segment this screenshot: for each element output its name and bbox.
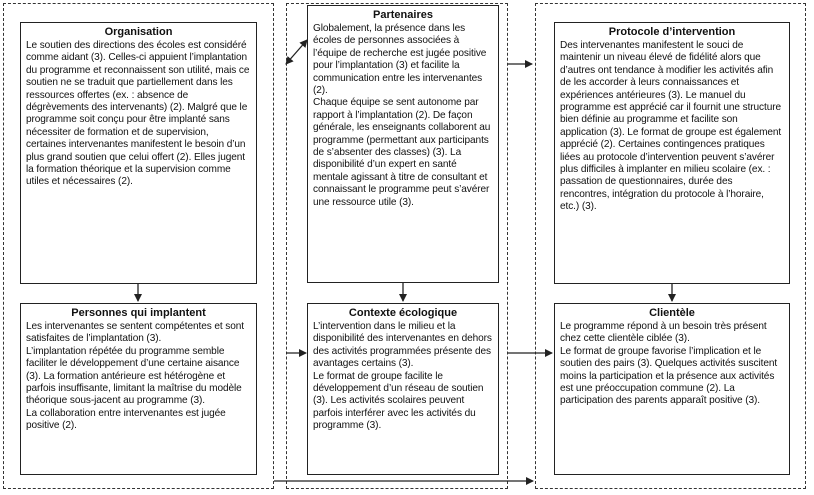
box-partenaires-text-2: Chaque équipe se sent autonome par rapport à l’implantation (2). De façon générale, les enseignants collaborent au programme (permettant aux participants de s’absenter des classes) (3). La disponibilité d’un expert en santé mentale agissant à titre de consultant et connaissant le programme peut s’avérer une ressource utile (3). bbox=[313, 97, 491, 208]
box-clientele-title: Clientèle bbox=[649, 307, 695, 319]
box-organisation-text: Le soutien des directions des écoles est considéré comme aidant (3). Celles-ci appuient l’implantation du programme et reconnaissent son utilité, mais ce soutien ne se traduit que partiellement dans les ressources offertes (ex. : absence de dégrèvements des intervenants) (2). Malgré que le programme soit conçu pour être implanté sans nécessiter de formation et de supervision, certaines intervenantes manifestent le besoin d’un plus grand soutien que celui offert (2). Elles jugent la formation théorique et la supervision comme utiles et nécessaires (2). bbox=[26, 40, 250, 188]
box-personnes-title: Personnes qui implantent bbox=[71, 307, 206, 319]
box-partenaires-title: Partenaires bbox=[373, 9, 433, 21]
box-clientele-text-2: Le format de groupe favorise l’implication et le soutien des pairs (3). Quelques activités suscitent moins la participation et la présence aux activités est une préoccupation commune (2). La participation des parents apparaît positive (3). bbox=[560, 345, 778, 407]
box-protocole-title: Protocole d’intervention bbox=[608, 26, 736, 38]
box-contexte-title: Contexte écologique bbox=[348, 307, 458, 319]
box-organisation-title: Organisation bbox=[104, 26, 173, 38]
box-personnes-text-1: Les intervenantes se sentent compétentes et sont satisfaites de l’implantation (3). bbox=[26, 321, 244, 345]
box-contexte-text-1: L’intervention dans le milieu et la disponibilité des intervenantes en dehors des activités programmées présente des avantages certains (3). bbox=[313, 321, 492, 370]
box-contexte-text-2: Le format de groupe facilite le développement d’un réseau de soutien (3). Les activités scolaires peuvent parfois interférer avec les activités du programme (3). bbox=[313, 370, 484, 432]
arrow-organisation-partenaires bbox=[286, 40, 307, 64]
box-partenaires-text-1: Globalement, la présence dans les écoles de personnes associées à l’équipe de recherche est jugée positive pour l’implantation (3) et facilite la communication entre les intervenantes (2). bbox=[313, 23, 487, 97]
box-personnes-text-2: L’implantation répétée du programme semble faciliter le développement d’une certaine aisance (3). La formation antérieure est hétérogène et parfois insuffisante, limitant la maîtrise du modèle théorique sous-jacent au programme (3). bbox=[26, 345, 242, 407]
box-protocole-text: Des intervenantes manifestent le souci de maintenir un niveau élevé de fidélité alors que d’autres ont tendance à modifier les activités afin de les accorder à leurs connaissances et expériences antérieures (3). Le manuel du programme est apprécié car il fournit une structure bien définie au programme et facilite son application (3). Le format de groupe est également apprécié (2). Certaines contingences pratiques liées au protocole d’intervention peuvent s’avérer plus difficiles à implanter en milieu scolaire (ex. : passation de questionnaires, durée des rencontres, intégration du protocole à l’horaire, etc.) (3). bbox=[560, 40, 782, 213]
box-clientele-text-1: Le programme répond à un besoin très présent chez cette clientèle ciblée (3). bbox=[560, 321, 767, 345]
box-personnes-text-3: La collaboration entre intervenantes est jugée positive (2). bbox=[26, 407, 226, 432]
